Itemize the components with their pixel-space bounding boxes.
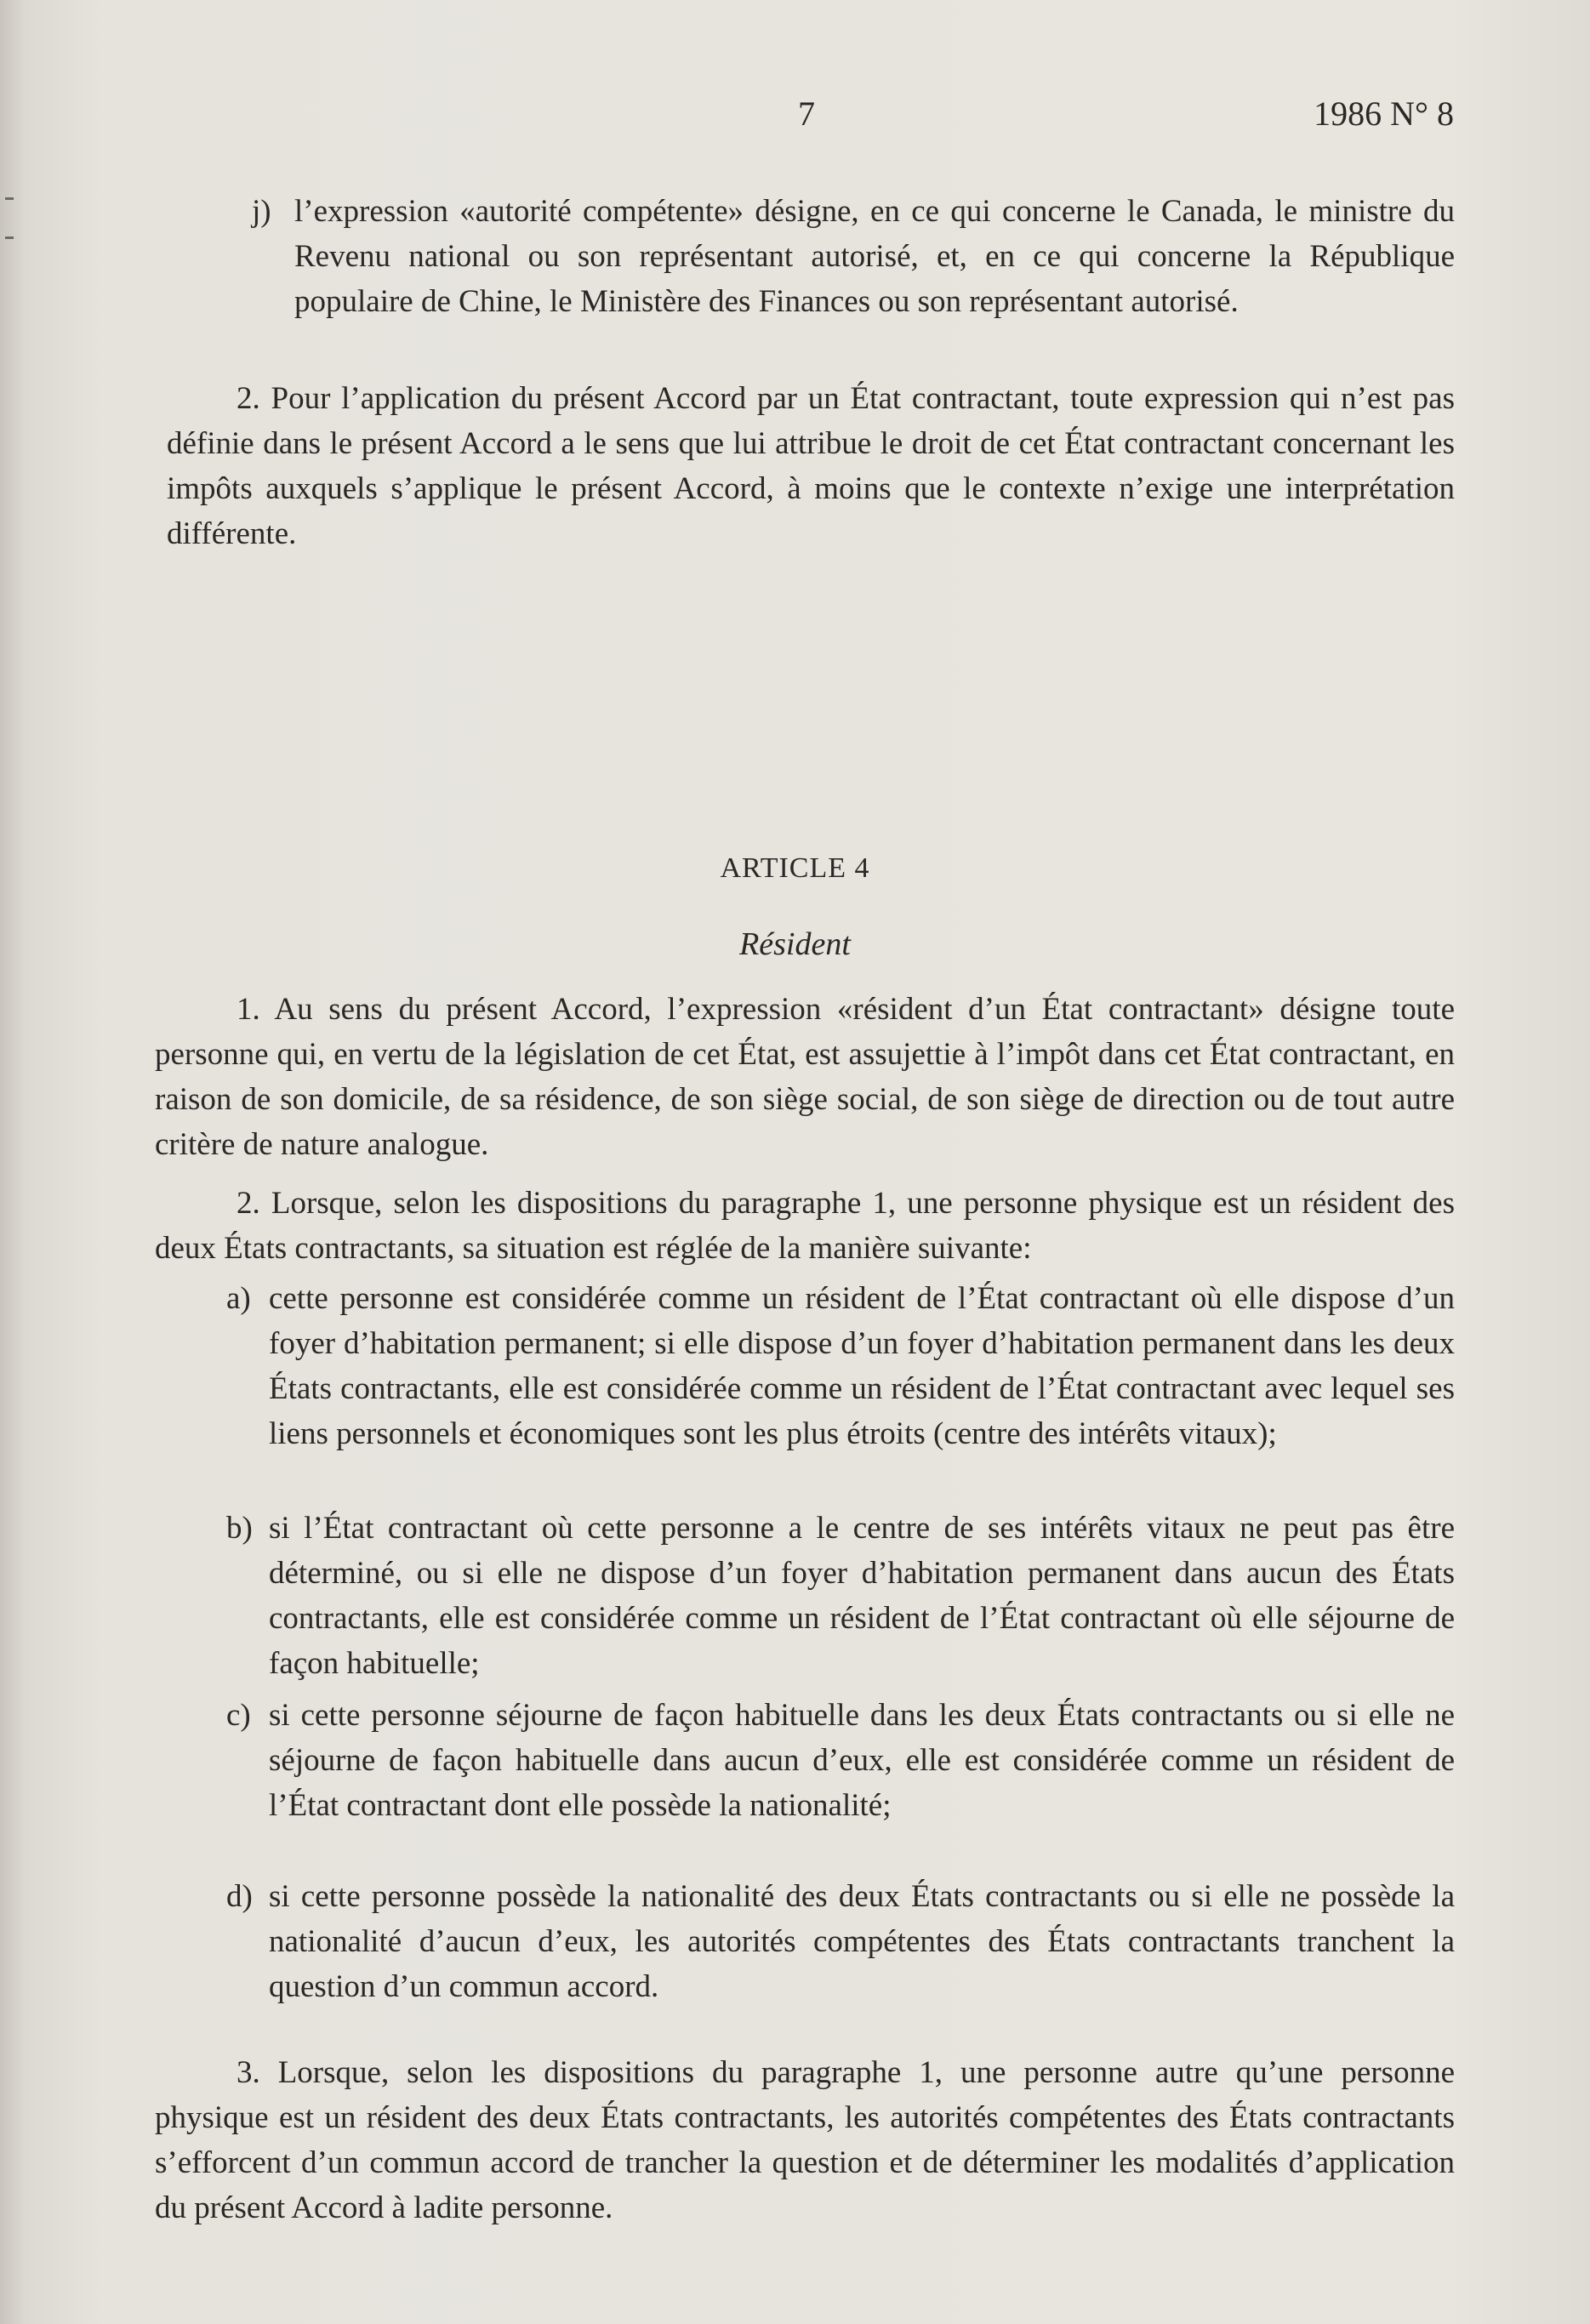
item-label: a) xyxy=(226,1281,251,1316)
definitions-paragraph-2: 2. Pour l’application du présent Accord par un État contractant, toute expression qui n’est pas définie dans le présent Accord a le sens que lui attribue le droit de cet État contractant concernant les impôts auxquels s’applique le présent Accord, à moins que le contexte n’exige une interprétation différente. xyxy=(167,381,1455,551)
item-label: d) xyxy=(226,1879,253,1914)
item-text: si cette personne séjourne de façon habituelle dans les deux États contractants ou si elle ne séjourne de façon habituelle dans aucun d’eux, elle est considérée comme un résident de l’État contractant dont elle possède la nationalité; xyxy=(269,1698,1455,1823)
article-paragraph-2: 2. Lorsque, selon les dispositions du paragraphe 1, une personne physique est un résident des deux États contractants, sa situation est réglée de la manière suivante: xyxy=(155,1186,1455,1266)
item-text: si l’État contractant où cette personne a le centre de ses intérêts vitaux ne peut pas être déterminé, ou si elle ne dispose d’un foyer d’habitation permanent dans aucun des États contractants, elle est considérée comme un résident de l’État contractant où elle séjourne de façon habituelle; xyxy=(269,1511,1455,1681)
article-paragraph-3: 3. Lorsque, selon les dispositions du paragraphe 1, une personne autre qu’une personne physique est un résident des deux États contractants, les autorités compétentes des États contractants s’efforcent d’un commun accord de trancher la question et de déterminer les modalités d’application du présent Accord à ladite personne. xyxy=(155,2055,1455,2225)
page-edge-mark xyxy=(5,236,14,239)
definition-item-j xyxy=(252,189,1455,350)
item-text: cette personne est considérée comme un résident de l’État contractant où elle dispose d’un foyer d’habitation permanent; si elle dispose d’un foyer d’habitation permanent dans les deux États contractants, elle est considérée comme un résident de l’État contractant avec lequel ses liens personnels et économiques sont les plus étroits (centre des intérêts vitaux); xyxy=(269,1281,1455,1451)
item-text: l’expression «autorité compétente» désigne, en ce qui concerne le Canada, le ministre du Revenu national ou son représentant autorisé, et, en ce qui concerne la République populaire de Chine, le Ministère des Finances ou son représentant autorisé. xyxy=(294,194,1455,319)
item-label: b) xyxy=(226,1511,253,1546)
article-item-d xyxy=(226,1874,1455,2019)
article-heading: ARTICLE 4 xyxy=(720,852,870,884)
article-item-b xyxy=(226,1506,1455,1693)
item-text: si cette personne possède la nationalité des deux États contractants ou si elle ne possède la nationalité d’aucun d’eux, les autorités compétentes des États contractants tranchent la question d’un commun accord. xyxy=(269,1879,1455,2004)
item-label: j) xyxy=(252,194,271,229)
article-item-c xyxy=(226,1693,1455,1880)
page-number: 7 xyxy=(798,94,815,133)
article-item-a xyxy=(226,1276,1455,1506)
page-edge-mark xyxy=(5,197,14,200)
item-label: c) xyxy=(226,1698,251,1733)
article-paragraph-1: 1. Au sens du présent Accord, l’expression «résident d’un État contractant» désigne toute personne qui, en vertu de la législation de cet État, est assujettie à l’impôt dans cet État contractant, en raison de son domicile, de sa résidence, de son siège social, de son siège de direction ou de tout autre critère de nature analogue. xyxy=(155,992,1455,1162)
article-title: Résident xyxy=(739,926,851,962)
page-header xyxy=(0,94,1590,136)
document-reference: 1986 N° 8 xyxy=(1314,94,1454,133)
